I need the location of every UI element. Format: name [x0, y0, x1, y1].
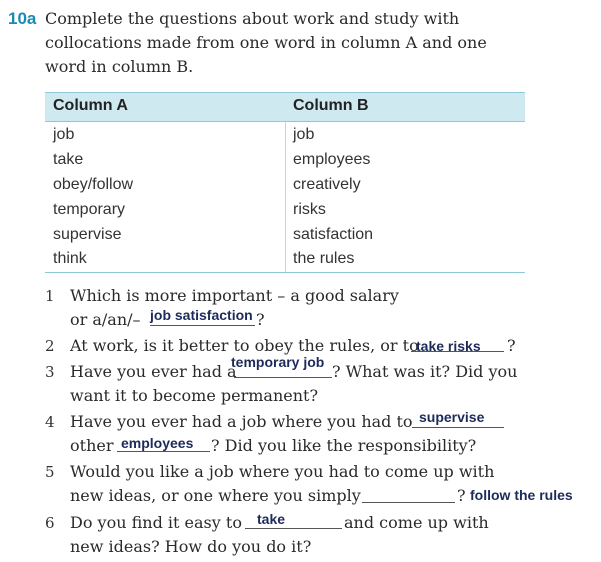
question-6-text-cont: and come up with [344, 513, 489, 532]
column-a-cell: take [53, 151, 84, 168]
question-5-line-2: new ideas, or one where you simply [70, 486, 361, 505]
answer-text: take risks [416, 338, 481, 354]
column-a-cell: think [53, 250, 87, 267]
question-1-line-2: or a/an/– [70, 310, 141, 329]
question-mark: ? [507, 336, 516, 355]
answer-blank[interactable] [150, 325, 255, 326]
question-4-text: Have you ever had a job where you had to [70, 412, 413, 431]
question-mark: ? [256, 310, 265, 329]
question-number: 2 [45, 337, 55, 355]
column-b-cell: job [293, 126, 315, 143]
question-5-line-1: Would you like a job where you had to come up with [70, 462, 495, 481]
column-b-cell: creatively [293, 176, 361, 193]
column-a-cell: temporary [53, 201, 126, 218]
answer-blank[interactable] [117, 451, 210, 452]
answer-blank[interactable] [245, 528, 342, 529]
question-number: 5 [45, 463, 55, 481]
instruction-line-3: word in column B. [45, 57, 194, 76]
question-2-text: At work, is it better to obey the rules, or to [70, 336, 419, 355]
answer-blank[interactable] [234, 377, 332, 378]
answer-text: job satisfaction [150, 307, 253, 323]
question-6-line-2: new ideas? How do you do it? [70, 537, 312, 556]
column-divider [285, 120, 286, 272]
question-6-text: Do you find it easy to [70, 513, 242, 532]
question-4-line-2: other [70, 436, 114, 455]
column-a-header: Column A [53, 97, 128, 114]
answer-text: temporary job [231, 354, 325, 370]
answer-text: employees [121, 435, 194, 451]
question-3-text-cont: ? What was it? Did you [332, 362, 518, 381]
exercise-number: 10a [8, 9, 37, 28]
table-bottom-rule [45, 272, 525, 273]
instruction-line-1: Complete the questions about work and study with [45, 9, 460, 28]
column-b-cell: risks [293, 201, 326, 218]
column-b-cell: satisfaction [293, 226, 374, 243]
column-a-cell: job [53, 126, 75, 143]
question-number: 1 [45, 287, 55, 305]
question-1-line-1: Which is more important – a good salary [70, 286, 399, 305]
column-b-header: Column B [293, 97, 369, 114]
instruction-line-2: collocations made from one word in column A and one [45, 33, 487, 52]
answer-blank[interactable] [362, 502, 455, 503]
answer-blank[interactable] [412, 427, 504, 428]
column-a-cell: supervise [53, 226, 122, 243]
answer-text: supervise [419, 409, 485, 425]
question-number: 6 [45, 514, 55, 532]
column-b-cell: employees [293, 151, 371, 168]
answer-text: take [257, 511, 286, 527]
question-4-line-2-cont: ? Did you like the responsibility? [211, 436, 477, 455]
question-number: 3 [45, 363, 55, 381]
question-mark: ? [457, 486, 466, 505]
column-a-cell: obey/follow [53, 176, 134, 193]
question-number: 4 [45, 413, 55, 431]
question-3-text: Have you ever had a [70, 362, 237, 381]
question-3-line-2: want it to become permanent? [70, 386, 319, 405]
column-b-cell: the rules [293, 250, 355, 267]
answer-text: follow the rules [470, 487, 573, 503]
